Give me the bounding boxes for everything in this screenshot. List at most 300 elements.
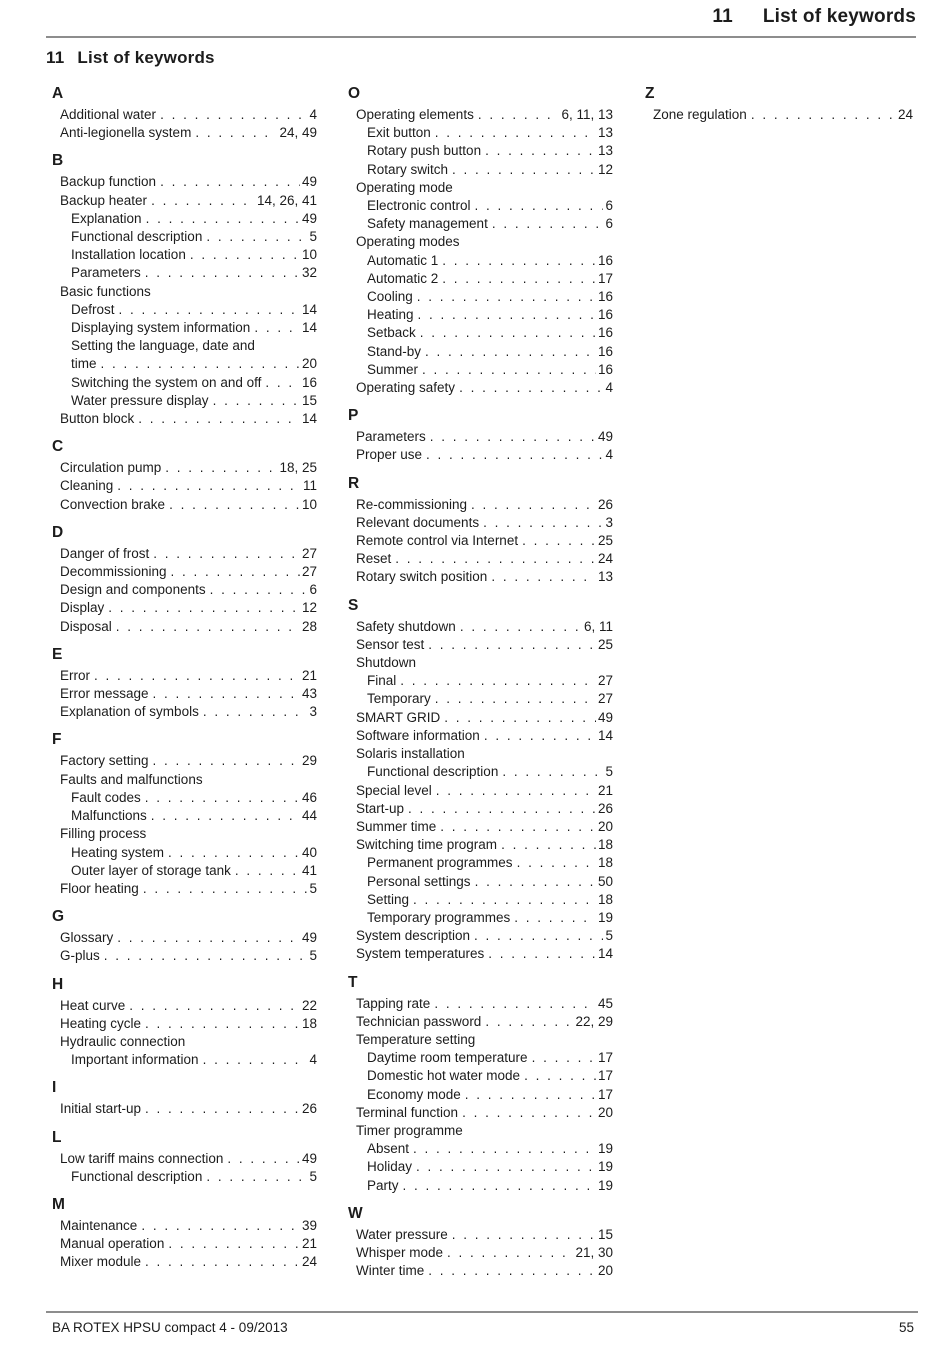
entry-page-number: 15 [301,392,317,408]
entry-label: Permanent programmes [367,855,513,871]
dot-leader [428,636,596,654]
dot-leader [442,252,596,270]
index-entry [52,618,317,636]
dot-leader [447,1244,573,1262]
index-entry [348,763,613,781]
entry-page-number: 6 [309,582,317,598]
index-entry [348,1104,613,1122]
entry-label: Daytime room temperature [367,1050,528,1066]
entry-page-number: 46 [301,789,317,805]
entry-page-number: 16 [597,361,613,377]
section-letter: M [52,1195,65,1213]
section-letter: F [52,731,62,749]
index-entry [348,496,613,514]
entry-page-number: 49 [301,930,317,946]
dot-leader [436,782,596,800]
entry-page-number: 49 [301,210,317,226]
index-entry [348,672,613,690]
section-letter: H [52,975,64,993]
index-entry [348,428,613,446]
dot-leader [141,1217,300,1235]
entry-page-number: 20 [301,356,317,372]
page-footer [46,1311,918,1335]
index-columns [52,84,913,1280]
dot-leader [116,618,300,636]
entry-page-number: 14, 26, 41 [256,192,317,208]
index-section-l [52,1129,317,1186]
entry-page-number: 14 [597,946,613,962]
index-entry [52,703,317,721]
index-entry [348,514,613,532]
entry-page-number: 18 [597,837,613,853]
dot-leader [117,477,301,495]
dot-leader [444,709,596,727]
entry-page-number: 6 [605,198,613,214]
index-entry [348,124,613,142]
index-section-s [348,597,613,964]
entry-page-number: 49 [301,174,317,190]
index-entry [52,319,317,337]
entry-label: Tapping rate [356,995,431,1011]
entry-label: Party [367,1177,399,1193]
entry-label: Decommissioning [60,564,167,580]
entry-label: System description [356,928,471,944]
dot-leader [153,685,300,703]
entry-page-number: 27 [301,564,317,580]
dot-leader [465,1086,596,1104]
entry-label: Special level [356,782,432,798]
index-entry [52,1100,317,1118]
index-entry [348,636,613,654]
index-entry [52,844,317,862]
entry-label: Stand-by [367,343,422,359]
index-entry [348,288,613,306]
dot-leader [145,1100,300,1118]
entry-label: Important information [71,1052,199,1068]
entry-label: Operating safety [356,380,456,396]
index-section-i [52,1079,317,1118]
entry-label: Malfunctions [71,808,147,824]
index-entry [348,1140,613,1158]
entry-page-number: 29 [301,753,317,769]
entry-label: Filling process [60,826,147,842]
entry-page-number: 25 [597,533,613,549]
entry-label: Low tariff mains connection [60,1150,224,1166]
index-entry [348,836,613,854]
dot-leader [751,106,896,124]
index-entry [52,1253,317,1271]
dot-leader [514,909,596,927]
entry-label: Whisper mode [356,1244,444,1260]
section-letter: C [52,438,64,456]
dot-leader [153,545,300,563]
dot-leader [168,1235,300,1253]
entry-label: Maintenance [60,1217,138,1233]
entry-page-number: 13 [597,125,613,141]
entry-page-number: 18 [597,855,613,871]
entry-label: Safety management [367,216,488,232]
entry-label: Setback [367,325,416,341]
dot-leader [203,1051,308,1069]
dot-leader [190,246,300,264]
dot-leader [416,1158,596,1176]
entry-label: Automatic 2 [367,270,439,286]
dot-leader [403,1177,596,1195]
dot-leader [395,550,596,568]
entry-page-number: 43 [301,686,317,702]
entry-label: Summer time [356,818,437,834]
entry-page-number: 26 [597,496,613,512]
index-entry [348,197,613,215]
index-entry [348,854,613,872]
entry-label: Automatic 1 [367,252,439,268]
entry-page-number: 21 [301,667,317,683]
entry-page-number: 32 [301,265,317,281]
entry-page-number: 5 [309,1168,317,1184]
entry-label: Software information [356,727,480,743]
index-entry [52,173,317,191]
page-header-title [46,0,916,28]
index-entry [52,1051,317,1069]
index-entry [348,270,613,288]
entry-label: Solaris installation [356,746,465,762]
section-chapter-title: List of keywords [77,48,215,67]
entry-page-number: 22, 29 [575,1013,613,1029]
dot-leader [485,142,596,160]
entry-label: Relevant documents [356,514,480,530]
entry-label: Reset [356,551,392,567]
entry-page-number: 26 [597,800,613,816]
section-letter: T [348,973,358,991]
entry-label: Fault codes [71,789,141,805]
entry-label: Operating elements [356,107,474,122]
index-section-c [52,438,317,514]
section-letter: W [348,1204,363,1222]
entry-page-number: 4 [605,380,613,396]
index-entry [348,782,613,800]
entry-page-number: 24 [597,551,613,567]
index-entry [348,343,613,361]
entry-page-number: 21, 30 [575,1244,613,1260]
entry-label: Error message [60,686,149,702]
entry-page-number: 19 [597,1141,613,1157]
entry-page-number: 14 [301,301,317,317]
footer-page-number: 55 [898,1320,914,1335]
header-chapter-number: 11 [712,6,733,27]
dot-leader [459,379,603,397]
entry-label: Heating cycle [60,1015,142,1031]
dot-leader [460,618,582,636]
dot-leader [101,355,300,373]
section-letter: L [52,1128,62,1146]
entry-page-number: 19 [597,1159,613,1175]
index-entry [52,1217,317,1235]
dot-leader [425,343,596,361]
dot-leader [117,929,300,947]
index-entry [348,379,613,397]
index-entry [348,1049,613,1067]
footer-doc-reference: BA ROTEX HPSU compact 4 - 09/2013 [52,1320,288,1335]
entry-page-number: 17 [597,270,613,286]
dot-leader [146,210,300,228]
index-entry [348,106,613,124]
dot-leader [169,496,300,514]
index-entry [52,581,317,599]
entry-page-number: 14 [597,727,613,743]
entry-label: Faults and malfunctions [60,771,203,787]
entry-label: Outer layer of storage tank [71,862,231,878]
index-entry [348,995,613,1013]
dot-leader [501,836,596,854]
index-entry [348,1177,613,1195]
dot-leader [145,1253,300,1271]
entry-page-number: 4 [605,447,613,463]
entry-label: Start-up [356,800,405,816]
index-entry [348,179,613,197]
index-section-e [52,646,317,722]
dot-leader [422,361,596,379]
dot-leader [400,672,596,690]
entry-page-number: 10 [301,247,317,263]
index-entry [52,771,317,789]
entry-label: Rotary push button [367,143,482,159]
dot-leader [206,228,307,246]
header-chapter-title: List of keywords [762,6,916,27]
index-entry [348,1158,613,1176]
entry-label: Electronic control [367,198,471,214]
entry-label: Installation location [71,247,186,263]
entry-page-number: 13 [597,143,613,159]
entry-label: Technician password [356,1013,482,1029]
entry-page-number: 22 [301,997,317,1013]
entry-label: Setting [367,891,410,907]
section-letter: D [52,523,64,541]
index-entry [348,306,613,324]
index-entry [52,1150,317,1168]
entry-label: Heat curve [60,997,126,1013]
section-letter: R [348,474,360,492]
index-entry [348,654,613,672]
index-entry [52,106,317,124]
index-entry [52,283,317,301]
dot-leader [492,215,604,233]
index-entry [348,1031,613,1049]
entry-page-number: 17 [597,1050,613,1066]
index-entry [52,880,317,898]
entry-label: Personal settings [367,873,471,889]
index-column-1 [52,84,317,1280]
entry-label: Disposal [60,618,112,634]
index-section-a [52,85,317,142]
entry-label: Operating modes [356,234,460,250]
dot-leader [522,532,596,550]
dot-leader [517,854,596,872]
index-entry [348,745,613,763]
dot-leader [452,1226,596,1244]
entry-label: Circulation pump [60,460,162,476]
index-entry [348,818,613,836]
index-entry [52,246,317,264]
dot-leader [418,306,596,324]
dot-leader [478,106,560,124]
dot-leader [265,374,300,392]
dot-leader [171,563,300,581]
index-section-w [348,1205,613,1281]
entry-page-number: 3 [605,514,613,530]
entry-page-number: 5 [605,764,613,780]
entry-label: Proper use [356,447,423,463]
entry-label: Button block [60,411,135,427]
dot-leader [485,1013,573,1031]
dot-leader [442,270,596,288]
entry-page-number: 50 [597,873,613,889]
section-chapter-number: 11 [46,48,65,67]
index-entry [348,233,613,251]
entry-page-number: 17 [597,1086,613,1102]
index-entry [52,1033,317,1051]
dot-leader [119,301,300,319]
entry-label: Water pressure [356,1226,448,1242]
dot-leader [434,995,596,1013]
entry-label: Backup function [60,174,157,190]
entry-page-number: 16 [597,252,613,268]
dot-leader [206,1168,307,1186]
index-entry [348,446,613,464]
entry-page-number: 21 [597,782,613,798]
entry-label: Winter time [356,1263,425,1279]
index-entry [52,192,317,210]
dot-leader [484,727,596,745]
index-entry [52,599,317,617]
dot-leader [235,862,300,880]
entry-label: Switching time program [356,837,498,853]
entry-label: Setting the language, date and [71,338,255,354]
dot-leader [160,106,307,124]
entry-page-number: 49 [597,429,613,445]
entry-page-number: 20 [597,1263,613,1279]
dot-leader [435,124,596,142]
entry-label: Timer programme [356,1122,463,1138]
entry-label: Heating [367,307,414,323]
entry-page-number: 14 [301,320,317,336]
entry-page-number: 12 [301,600,317,616]
index-entry [52,355,317,373]
dot-leader [483,514,603,532]
entry-page-number: 20 [597,1104,613,1120]
index-section-p [348,407,613,464]
entry-page-number: 39 [301,1217,317,1233]
entry-label: Parameters [356,429,426,445]
entry-page-number: 11 [302,478,317,494]
entry-page-number: 10 [301,496,317,512]
dot-leader [254,319,300,337]
index-entry [348,324,613,342]
dot-leader [491,568,596,586]
entry-label: Hydraulic connection [60,1033,186,1049]
entry-label: Danger of frost [60,545,150,561]
index-entry [348,1226,613,1244]
index-entry [52,997,317,1015]
dot-leader [413,891,596,909]
dot-leader [129,997,300,1015]
index-section-h [52,976,317,1070]
entry-page-number: 49 [301,1150,317,1166]
index-entry [348,1086,613,1104]
entry-page-number: 12 [597,161,613,177]
entry-page-number: 16 [597,325,613,341]
index-entry [348,1244,613,1262]
entry-label: Economy mode [367,1086,461,1102]
dot-leader [532,1049,596,1067]
entry-page-number: 40 [301,844,317,860]
index-section-d [52,524,317,636]
index-section-m [52,1196,317,1272]
entry-label: Parameters [71,265,141,281]
index-entry [348,142,613,160]
dot-leader [195,124,277,142]
dot-leader [168,844,300,862]
entry-page-number: 21 [301,1236,317,1252]
dot-leader [440,818,596,836]
index-entry [348,709,613,727]
entry-page-number: 4 [309,107,317,122]
index-entry [348,945,613,963]
dot-leader [471,496,596,514]
entry-label: Sensor test [356,636,425,652]
entry-label: Domestic hot water mode [367,1068,521,1084]
entry-label: Explanation [71,210,142,226]
dot-leader [488,945,596,963]
entry-label: Design and components [60,582,206,598]
dot-leader [435,690,596,708]
entry-page-number: 18, 25 [279,460,317,476]
section-letter: O [348,85,361,102]
dot-leader [413,1140,596,1158]
entry-label: Holiday [367,1159,413,1175]
entry-label: Zone regulation [653,107,747,122]
dot-leader [153,752,300,770]
index-entry [52,789,317,807]
index-section-f [52,731,317,898]
entry-label: Initial start-up [60,1101,142,1117]
entry-label: Absent [367,1141,410,1157]
index-column-3 [645,84,913,1280]
index-entry [52,563,317,581]
index-entry [348,618,613,636]
index-entry [52,685,317,703]
index-entry [348,800,613,818]
entry-label: Operating mode [356,179,453,195]
entry-page-number: 25 [597,636,613,652]
dot-leader [420,324,596,342]
entry-page-number: 5 [309,948,317,964]
entry-label: Temporary programmes [367,909,511,925]
dot-leader [203,703,308,721]
dot-leader [104,947,308,965]
section-letter: G [52,908,65,926]
index-entry [52,545,317,563]
index-entry [52,228,317,246]
index-entry [52,752,317,770]
dot-leader [138,410,300,428]
index-entry [52,825,317,843]
dot-leader [426,446,603,464]
entry-label: Basic functions [60,283,151,299]
page-header [46,0,916,38]
dot-leader [143,880,308,898]
entry-page-number: 5 [309,880,317,896]
entry-page-number: 18 [597,891,613,907]
